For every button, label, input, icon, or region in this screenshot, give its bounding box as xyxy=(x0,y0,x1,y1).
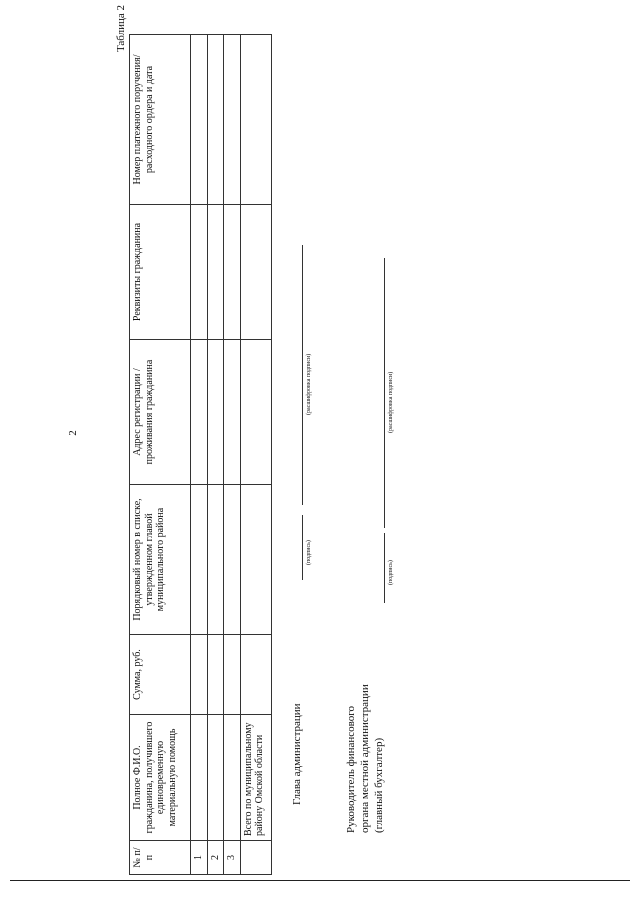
column-header-list-number: Порядковый номер в списке, утвержденном главой муниципального района xyxy=(130,485,191,635)
finance-sign-line xyxy=(384,533,385,603)
rotated-form xyxy=(115,5,640,875)
column-header-full-name: Полное Ф.И.О. гражданина, получившего единовременную материальную помощь xyxy=(130,715,191,841)
finance-decode-line xyxy=(384,258,385,528)
column-header-payment-order: Номер платежного поручения/расходного ордера и дата xyxy=(130,35,191,205)
head-decode-hint: (расшифровка подписи) xyxy=(306,353,312,415)
table-caption: Таблица 2 xyxy=(115,5,127,53)
table-header-row xyxy=(130,35,191,875)
table-row xyxy=(191,35,208,875)
head-sign-line xyxy=(302,515,303,580)
finance-decode-hint: (расшифровка подписи) xyxy=(388,371,394,433)
head-label: Глава администрации xyxy=(291,703,303,805)
page-number: 2 xyxy=(66,430,79,436)
finance-label-line3: (главный бухгалтер) xyxy=(373,737,385,833)
column-header-requisites: Реквизиты гражданина xyxy=(130,205,191,340)
total-label: Всего по муниципальному району Омской области xyxy=(240,715,271,841)
finance-signature-block xyxy=(345,73,405,833)
finance-label-line1: Руководитель финансового xyxy=(345,705,357,833)
row-index: 1 xyxy=(191,841,208,875)
head-decode-line xyxy=(302,245,303,505)
finance-label-line2: органа местной администрации xyxy=(359,684,371,833)
column-header-index: № п/п xyxy=(130,841,191,875)
table-row xyxy=(207,35,224,875)
column-header-address: Адрес регистрации / проживания гражданина xyxy=(130,340,191,485)
finance-sign-hint: (подпись) xyxy=(388,560,394,585)
table-total-row xyxy=(240,35,271,875)
scan-edge-line xyxy=(10,880,630,881)
table-row xyxy=(224,35,241,875)
column-header-amount: Сумма, руб. xyxy=(130,635,191,715)
row-index: 2 xyxy=(207,841,224,875)
row-index: 3 xyxy=(224,841,241,875)
assistance-table xyxy=(129,34,272,875)
head-signature-block xyxy=(291,105,331,805)
head-sign-hint: (подпись) xyxy=(306,540,312,565)
